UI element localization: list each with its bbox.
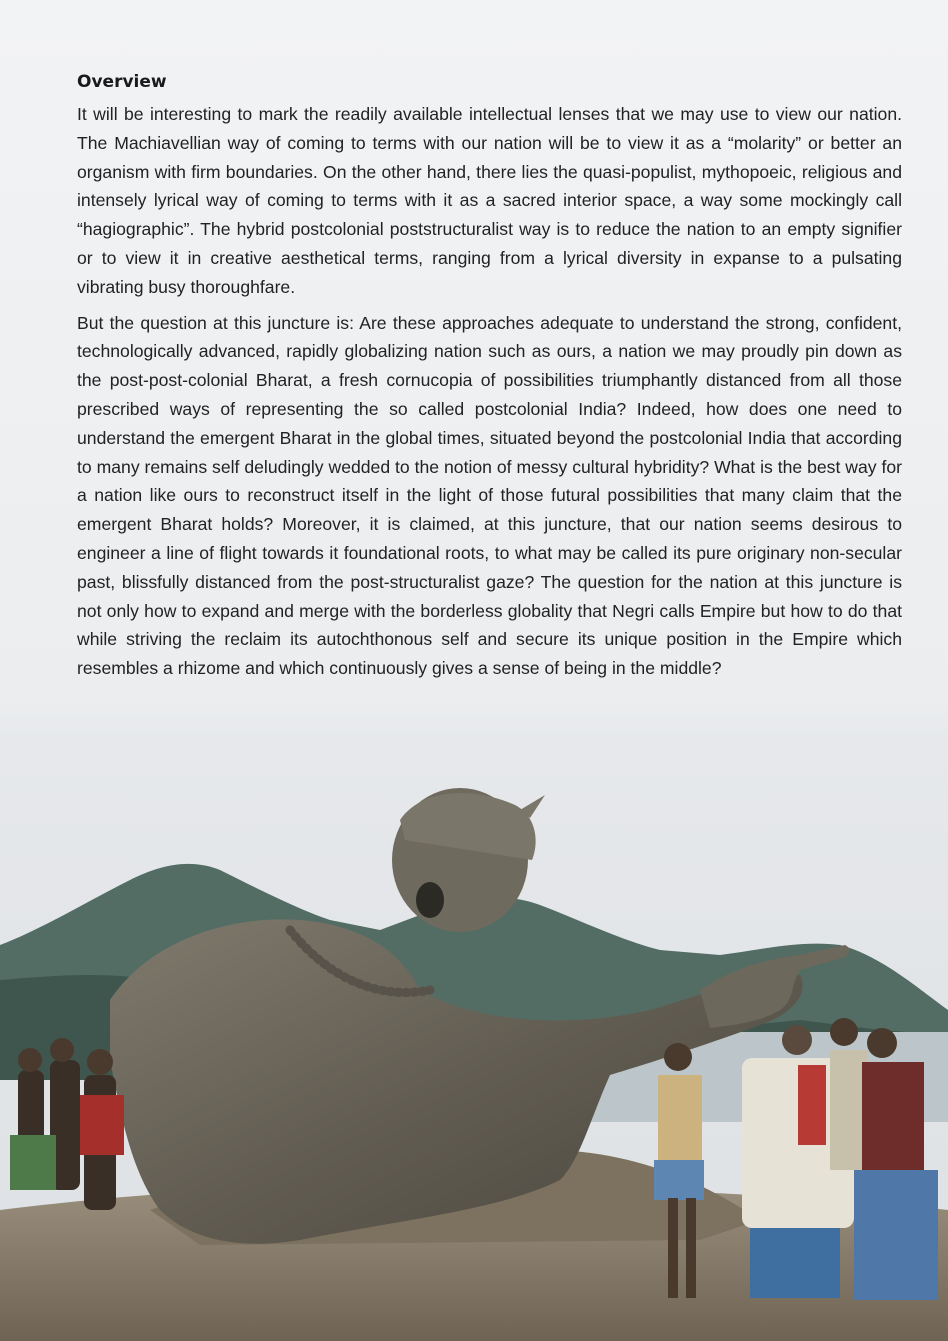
toppled-statue-photo-icon bbox=[0, 740, 948, 1341]
paragraph-2: But the question at this juncture is: Are these approaches adequate to understand the strong, confident, technologically advanced, rapidly globalizing nation such as ours, a nation we may proudly pin down as the post-post-colonial Bharat, a fresh cornucopia of possibilities triumphantly distanced from all those prescribed ways of representing the so called postcolonial India? Indeed, how does one need to understand the emergent Bharat in the global times, situated beyond the postcolonial India that according to many remains self deludingly wedded to the notion of messy cultural hybridity? What is the best way for a nation like ours to reconstruct itself in the light of those futural possibilities that many claim that the emergent Bharat holds? Moreover, it is claimed, at this juncture, that our nation seems desirous to engineer a line of flight towards it foundational roots, to what may be called its pure originary non-secular past, blissfully distanced from the post-structuralist gaze? The question for the nation at this juncture is not only how to expand and merge with the borderless globality that Negri calls Empire but how to do that while striving the reclaim its autochthonous self and secure its unique position in the Empire which resembles a rhizome and which continuously gives a sense of being in the middle? bbox=[77, 312, 902, 679]
section-heading: Overview bbox=[77, 72, 167, 92]
statue-photo bbox=[0, 740, 948, 1341]
article-body bbox=[77, 70, 902, 690]
paragraph-1: It will be interesting to mark the readily available intellectual lenses that we may use to view our nation. The Machiavellian way of coming to terms with our nation will be to view it as a “molarity” or better an organism with firm boundaries. On the other hand, there lies the quasi-populist, mythopoeic, religious and intensely lyrical way of coming to terms with it as a sacred interior space, a way some mockingly call “hagiographic”. The hybrid postcolonial poststructuralist way is to reduce the nation to an empty signifier or to view it in creative aesthetical terms, ranging from a lyrical diversity in expanse to a pulsating vibrating busy thoroughfare. bbox=[77, 104, 902, 297]
